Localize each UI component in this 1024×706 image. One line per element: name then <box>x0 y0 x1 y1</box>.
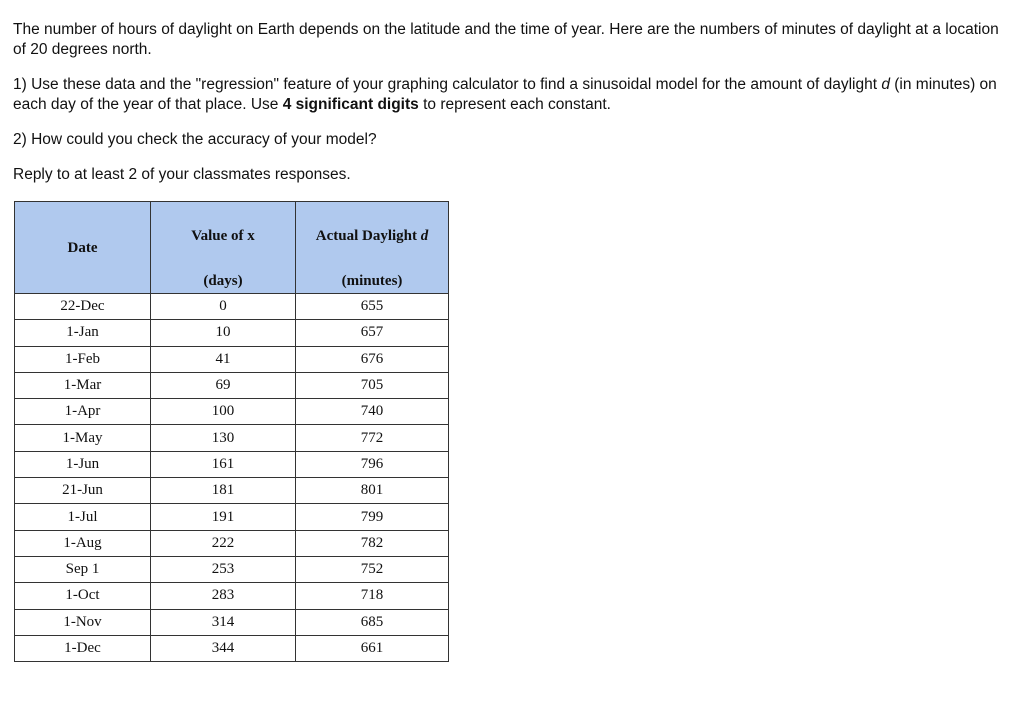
cell-date: 1-Apr <box>15 399 151 425</box>
cell-date: 1-Mar <box>15 372 151 398</box>
cell-x: 181 <box>151 478 296 504</box>
cell-date: Sep 1 <box>15 556 151 582</box>
header-x-label: Value of x <box>191 228 255 244</box>
cell-date: 1-Nov <box>15 609 151 635</box>
daylight-table <box>14 201 449 662</box>
cell-date: 22-Dec <box>15 294 151 320</box>
table-row <box>15 530 449 556</box>
table-row <box>15 478 449 504</box>
cell-d: 799 <box>296 504 449 530</box>
cell-x: 69 <box>151 372 296 398</box>
cell-d: 661 <box>296 635 449 661</box>
cell-x: 41 <box>151 346 296 372</box>
table-body <box>15 294 449 662</box>
cell-x: 253 <box>151 556 296 582</box>
assignment-text <box>13 20 1013 201</box>
cell-x: 0 <box>151 294 296 320</box>
table-row <box>15 556 449 582</box>
cell-x: 191 <box>151 504 296 530</box>
cell-date: 1-Feb <box>15 346 151 372</box>
cell-d: 740 <box>296 399 449 425</box>
cell-d: 752 <box>296 556 449 582</box>
table-row <box>15 372 449 398</box>
cell-x: 314 <box>151 609 296 635</box>
table-row <box>15 451 449 477</box>
header-d-unit: (minutes) <box>341 273 403 289</box>
question-1-part1: 1) Use these data and the "regression" feature of your graphing calculator to find a sinusoidal model for the amount of daylight <box>13 76 882 93</box>
question-1-part3: to represent each constant. <box>418 96 611 113</box>
cell-d: 705 <box>296 372 449 398</box>
cell-date: 21-Jun <box>15 478 151 504</box>
cell-d: 782 <box>296 530 449 556</box>
cell-d: 718 <box>296 583 449 609</box>
header-d-label: Actual Daylight <box>315 228 421 244</box>
header-date <box>15 202 151 294</box>
cell-date: 1-Dec <box>15 635 151 661</box>
cell-d: 772 <box>296 425 449 451</box>
cell-date: 1-Jun <box>15 451 151 477</box>
cell-x: 283 <box>151 583 296 609</box>
header-x <box>151 202 296 294</box>
cell-date: 1-Jan <box>15 320 151 346</box>
cell-d: 801 <box>296 478 449 504</box>
cell-x: 222 <box>151 530 296 556</box>
table-row <box>15 504 449 530</box>
cell-date: 1-Aug <box>15 530 151 556</box>
table-row <box>15 346 449 372</box>
table-row <box>15 320 449 346</box>
question-1-bold: 4 significant digits <box>282 96 419 113</box>
question-2: 2) How could you check the accuracy of your model? <box>13 131 377 148</box>
cell-x: 344 <box>151 635 296 661</box>
cell-d: 685 <box>296 609 449 635</box>
table-row <box>15 399 449 425</box>
header-x-unit: (days) <box>203 273 243 289</box>
cell-d: 655 <box>296 294 449 320</box>
table-header-row <box>15 202 449 294</box>
cell-date: 1-Oct <box>15 583 151 609</box>
question-1-part2: (in minutes) on each day of the year of that place. Use <box>13 76 997 113</box>
intro-paragraph: The number of hours of daylight on Earth depends on the latitude and the time of year. Here are the numbers of minutes of daylight at a location of 20 degrees north. <box>13 21 999 58</box>
table-row <box>15 583 449 609</box>
header-d <box>296 202 449 294</box>
header-d-label-wrap <box>296 228 448 245</box>
reply-instruction: Reply to at least 2 of your classmates responses. <box>13 166 351 183</box>
cell-d: 657 <box>296 320 449 346</box>
cell-x: 130 <box>151 425 296 451</box>
header-d-variable: d <box>420 228 429 244</box>
cell-x: 161 <box>151 451 296 477</box>
question-1-variable: d <box>881 76 890 93</box>
table-row <box>15 294 449 320</box>
cell-date: 1-May <box>15 425 151 451</box>
cell-x: 100 <box>151 399 296 425</box>
question-1 <box>13 75 1013 115</box>
table-row <box>15 425 449 451</box>
cell-date: 1-Jul <box>15 504 151 530</box>
cell-d: 796 <box>296 451 449 477</box>
header-date-label: Date <box>67 240 98 256</box>
table-row <box>15 609 449 635</box>
cell-x: 10 <box>151 320 296 346</box>
cell-d: 676 <box>296 346 449 372</box>
table-row <box>15 635 449 661</box>
